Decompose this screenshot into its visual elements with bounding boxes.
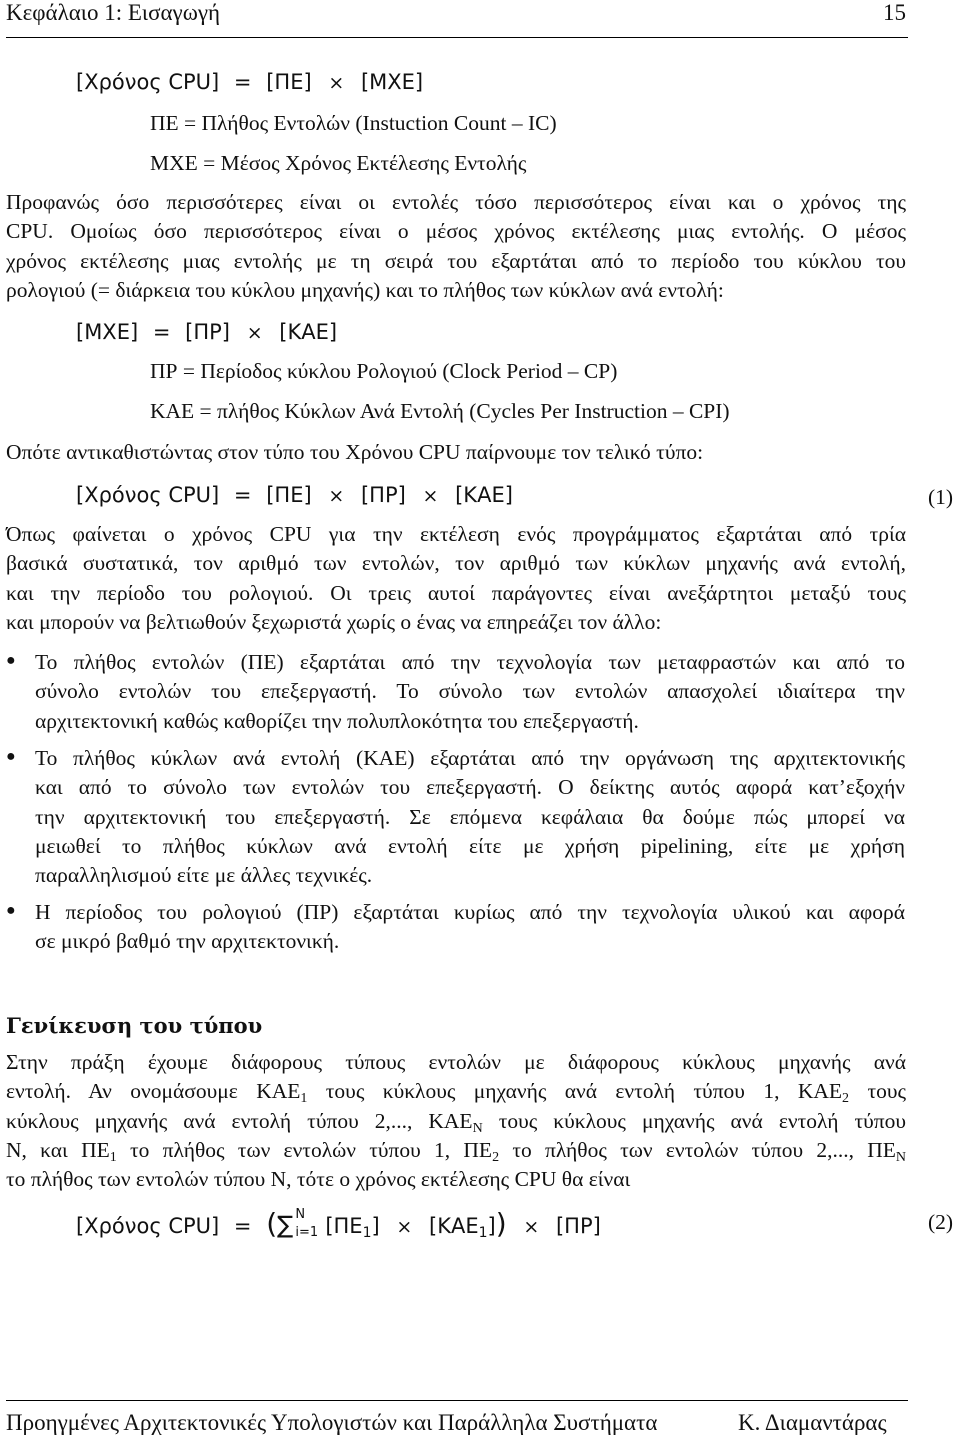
text-line: και μπορούν να βελτιωθούν ξεχωριστά χωρίς ο ένας να επηρεάζει τον άλλο: <box>6 609 662 634</box>
eq-term: [ΠΕ <box>325 1214 363 1238</box>
equation-1 <box>76 483 513 507</box>
eq-term: [Χρόνος CPU] <box>76 70 220 94</box>
equation-cpu-time <box>76 70 423 94</box>
text-line: Όπως φαίνεται ο χρόνος CPU για την εκτέλεση ενός προγράμματος εξαρτάται από τρία <box>6 522 906 546</box>
text-line: παραλληλισμού είτε με άλλες τεχνικές. <box>35 863 373 888</box>
bullet-icon: ● <box>6 748 16 765</box>
eq-term: [Χρόνος CPU] <box>76 483 220 507</box>
times-sign: × <box>328 485 345 507</box>
footer-rule <box>6 1400 908 1401</box>
text-line: Το πλήθος εντολών (ΠΕ) εξαρτάται από την τεχνολογία των μεταφραστών και από το <box>35 650 905 674</box>
list-item <box>0 648 960 738</box>
text-line: και από το σύνολο των εντολών του επεξεργαστή. Ο δείκτης αυτός αφορά κατ’εξοχήν <box>35 775 905 800</box>
equation-number-2: (2) <box>928 1210 954 1234</box>
eq-term: [ΠΡ] <box>555 1214 601 1238</box>
sum-limits <box>293 1207 325 1240</box>
page-header <box>6 0 906 36</box>
eq-term: [ΚΑΕ <box>429 1214 479 1238</box>
subscript: 1 <box>362 1225 372 1241</box>
eq-sign: = <box>233 483 252 507</box>
eq-term: [ΚΑΕ] <box>279 320 338 344</box>
text-line: σε μικρό βαθμό την αρχιτεκτονική. <box>35 929 340 954</box>
definition-mxe: ΜΧΕ = Μέσος Χρόνος Εκτέλεσης Εντολής <box>150 151 527 175</box>
text-line: Προφανώς όσο περισσότερες είναι οι εντολές τόσο περισσότερος είναι και ο χρόνος της <box>6 190 906 214</box>
times-sign: × <box>328 72 345 94</box>
definition-pe: ΠΕ = Πλήθος Εντολών (Instuction Count – IC) <box>150 111 557 135</box>
section-heading: Γενίκευση του τύπου <box>6 1013 263 1038</box>
bullet-list <box>0 648 960 960</box>
text-line: εντολή. Αν ονομάσουμε $KAE_1$ τους κύκλους μηχανής ανά εντολή τύπου 1, $KAE_2$ τους <box>6 1079 906 1107</box>
subscript: 1 <box>478 1225 488 1241</box>
footer-title: Προηγμένες Αρχιτεκτονικές Υπολογιστών και Παράλληλα Συστήματα <box>6 1410 658 1435</box>
paren: ) <box>495 1207 507 1240</box>
sum-lower: i=1 <box>295 1225 319 1240</box>
bullet-icon: ● <box>6 902 16 919</box>
page-number: 15 <box>883 0 906 25</box>
list-item <box>0 744 960 892</box>
times-sign: × <box>523 1216 540 1238</box>
paren: ( <box>266 1207 278 1240</box>
paragraph-3 <box>6 520 906 637</box>
paragraph-4 <box>6 1048 906 1194</box>
text-line: Στην πράξη έχουμε διάφορους τύπους εντολών με διάφορους κύκλους μηχανής ανά <box>6 1050 906 1074</box>
bullet-text <box>35 648 905 736</box>
text-line: ρολογιού (= διάρκεια του κύκλου μηχανής) και το πλήθος των κύκλων ανά εντολή: <box>6 277 724 302</box>
text-line: την αρχιτεκτονική του επεξεργαστή. Σε επόμενα κεφάλαια θα δούμε πώς μπορεί να <box>35 804 905 829</box>
footer-author: Κ. Διαμαντάρας <box>738 1410 887 1435</box>
times-sign: × <box>422 485 439 507</box>
eq-term: [ΠΕ] <box>266 483 312 507</box>
eq-term: [ΚΑΕ] <box>455 483 513 507</box>
definition-kae: ΚΑΕ = πλήθος Κύκλων Ανά Εντολή (Cycles Per Instruction – CPI) <box>150 399 730 423</box>
text-line: βασικά συστατικά, τον αριθμό των εντολών, τον αριθμό των κύκλων μηχανής ανά εντολή, <box>6 551 906 576</box>
eq-term: [ΜΧΕ] <box>76 320 139 344</box>
text-line: το πλήθος των εντολών τύπου N, τότε ο χρόνος εκτέλεσης CPU θα είναι <box>6 1167 631 1192</box>
eq-term: [Χρόνος CPU] <box>76 1214 220 1238</box>
text-line: κύκλους μηχανής ανά εντολή τύπου 2,..., $KAE_N$ τους κύκλους μηχανής ανά εντολή τύπου <box>6 1108 906 1136</box>
text-line: Το πλήθος κύκλων ανά εντολή (ΚΑΕ) εξαρτάται από την οργάνωση της αρχιτεκτονικής <box>35 746 905 770</box>
paragraph-2: Οπότε αντικαθιστώντας στον τύπο του Χρόνου CPU παίρνουμε τον τελικό τύπο: <box>6 440 704 464</box>
header-rule <box>6 37 908 38</box>
chapter-title: Κεφάλαιο 1: Εισαγωγή <box>6 0 221 25</box>
eq-term: [ΠΕ] <box>266 70 312 94</box>
times-sign: × <box>396 1216 413 1238</box>
bullet-text <box>35 898 905 957</box>
bullet-text <box>35 744 905 890</box>
eq-term: ] <box>371 1214 380 1238</box>
text-line: αρχιτεκτονική καθώς καθορίζει την πολυπλοκότητα του επεξεργαστή. <box>35 708 639 733</box>
text-line: χρόνος εκτέλεσης μιας εντολής με τη σειρά του εξαρτάται από το περίοδο του κύκλου του <box>6 248 906 273</box>
bullet-icon: ● <box>6 652 16 669</box>
eq-term: ] <box>487 1214 496 1238</box>
eq-sign: = <box>233 70 252 94</box>
paragraph-1 <box>6 188 906 305</box>
text-line: μειωθεί το πλήθος κύκλων ανά εντολή είτε με χρήση pipelining, είτε με χρήση <box>35 833 905 858</box>
list-item <box>0 898 960 960</box>
eq-sign: = <box>152 320 171 344</box>
text-line: Η περίοδος του ρολογιού (ΠΡ) εξαρτάται κυρίως από την τεχνολογία υλικού και αφορά <box>35 900 905 924</box>
equation-number-1: (1) <box>928 485 954 509</box>
equation-2 <box>76 1207 601 1240</box>
text-line: CPU. Ομοίως όσο περισσότερος είναι ο μέσος χρόνος εκτέλεσης μιας εντολής. Ο μέσος <box>6 219 906 244</box>
text-line: Ν, και $\Pi E_1$ το πλήθος των εντολών τύπου 1, $\Pi E_2$ το πλήθος των εντολών τύπου 2,..., $\Pi E_N$ <box>6 1137 907 1165</box>
definition-pr: ΠΡ = Περίοδος κύκλου Ρολογιού (Clock Period – CP) <box>150 359 618 383</box>
sum-sign: ∑ <box>277 1211 294 1239</box>
equation-mxe <box>76 320 337 344</box>
eq-term: [ΠΡ] <box>360 483 406 507</box>
text-line: σύνολο εντολών του επεξεργαστή. Το σύνολο των εντολών απασχολεί ιδιαίτερα την <box>35 679 905 704</box>
eq-term: [ΜΧΕ] <box>360 70 424 94</box>
sum-upper: N <box>295 1207 306 1222</box>
eq-sign: = <box>233 1214 252 1238</box>
text-line: και την περίοδο του ρολογιού. Οι τρεις αυτοί παράγοντες είναι ανεξάρτητοι μεταξύ τους <box>6 580 906 605</box>
times-sign: × <box>246 322 263 344</box>
eq-term: [ΠΡ] <box>185 320 230 344</box>
